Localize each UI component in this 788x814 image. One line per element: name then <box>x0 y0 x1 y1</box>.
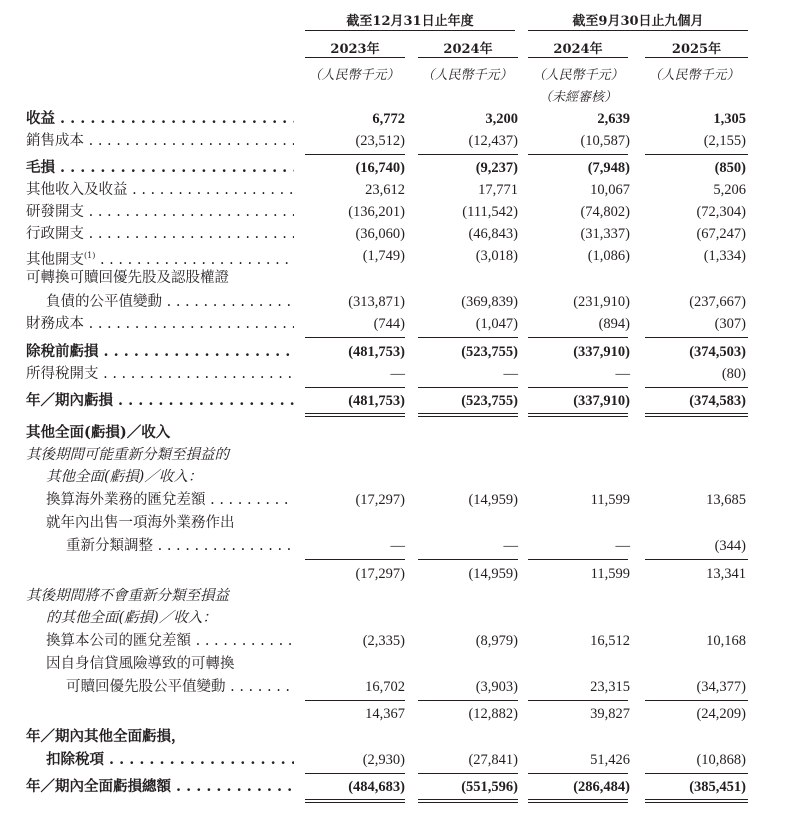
double-rule-total <box>305 802 405 803</box>
cell: 17,771 <box>478 182 518 198</box>
double-rule <box>645 413 748 414</box>
year-rule-0 <box>305 57 405 58</box>
double-rule-total <box>305 799 405 800</box>
rule-gross <box>418 154 518 155</box>
year-2025-nine: 2025年 <box>671 42 722 57</box>
row-label: 換算海外業務的匯兌差額 . . . <box>46 489 294 511</box>
row-label: 換算本公司的匯兌差額 . . . <box>46 630 294 652</box>
row-net-oci-line1 <box>0 726 788 748</box>
oci-section1-line1 <box>0 444 788 466</box>
row-label: 因自身信貸風險導致的可轉換 <box>46 656 235 672</box>
cell: 23,612 <box>365 182 405 198</box>
cell: 16,512 <box>590 633 630 649</box>
footnote-mark: (1) <box>84 251 96 260</box>
cell: (2,155) <box>703 133 746 149</box>
double-rule-total <box>418 799 518 800</box>
double-rule <box>418 413 518 414</box>
cell: (10,868) <box>696 752 746 768</box>
cell: (1,749) <box>362 248 405 264</box>
rule-subtotal1 <box>645 559 748 560</box>
year-2024: 2024年 <box>443 42 493 57</box>
cell: (374,503) <box>689 344 746 360</box>
cell: (313,871) <box>348 294 405 310</box>
cell: 10,168 <box>706 633 746 649</box>
cell: (3,018) <box>475 248 518 264</box>
rule-total <box>305 773 405 774</box>
cell: (231,910) <box>573 294 630 310</box>
rule-gross <box>645 154 748 155</box>
row-net-oci <box>0 749 788 771</box>
row-subtotal1 <box>0 563 788 585</box>
row-other-income <box>0 179 788 201</box>
double-rule <box>528 416 628 417</box>
year-2024-nine: 2024年 <box>553 42 603 57</box>
unit-0: （人民幣千元） <box>308 68 400 83</box>
oci-title <box>0 422 788 444</box>
cell: (17,297) <box>355 566 405 582</box>
unaudited-note: （未經審核） <box>538 90 617 105</box>
cell: 5,206 <box>713 182 746 198</box>
cell: 13,341 <box>706 566 746 582</box>
double-rule-total <box>418 802 518 803</box>
cell: (14,959) <box>468 566 518 582</box>
row-revenue <box>0 108 788 130</box>
cell: 51,426 <box>590 752 630 768</box>
row-label: 收益 . . . <box>26 108 294 130</box>
year-rule-3 <box>645 57 748 58</box>
row-label: 其後期間可能重新分類至損益的 <box>26 447 229 463</box>
double-rule <box>305 413 405 414</box>
cell: (136,201) <box>348 204 405 220</box>
rule-subtotal1 <box>418 559 518 560</box>
cell: — <box>503 366 518 382</box>
row-rnd <box>0 201 788 223</box>
year-2023: 2023年 <box>330 42 380 57</box>
row-label: 可轉換可贖回優先股及認股權證 <box>26 270 229 286</box>
row-credit-risk-line1 <box>0 653 788 675</box>
cell: (7,948) <box>587 160 630 176</box>
rule-gross <box>528 154 628 155</box>
cell: — <box>390 538 405 554</box>
cell: (12,437) <box>468 133 518 149</box>
unit-2: （人民幣千元） <box>532 68 624 83</box>
rule-loss <box>645 387 748 388</box>
cell: (3,903) <box>475 679 518 695</box>
cell: (46,843) <box>468 226 518 242</box>
cell: 14,367 <box>365 706 405 722</box>
cell: (34,377) <box>696 679 746 695</box>
cell: (523,755) <box>461 393 518 409</box>
rule-subtotal2 <box>645 700 748 701</box>
double-rule <box>645 416 748 417</box>
row-label: 其他全面(虧損)／收入： <box>46 469 203 485</box>
row-other-expenses <box>0 245 788 267</box>
rule-subtotal2 <box>418 700 518 701</box>
cell: (2,930) <box>362 752 405 768</box>
row-label: 負債的公平值變動 . . . <box>46 291 294 313</box>
row-label: 年／期內全面虧損總額 . . . <box>26 776 294 798</box>
row-total-comprehensive-loss <box>0 776 788 798</box>
rule-subtotal1 <box>305 559 405 560</box>
cell: (369,839) <box>461 294 518 310</box>
row-label: 銷售成本 . . . <box>26 130 294 152</box>
cell: (850) <box>714 160 746 176</box>
row-loss-for-period <box>0 390 788 412</box>
cell: (17,297) <box>355 492 405 508</box>
row-label: 除稅前虧損 . . . <box>26 341 294 363</box>
cell: (80) <box>721 366 746 382</box>
oci-section2-line1 <box>0 585 788 607</box>
cell: — <box>615 538 630 554</box>
row-credit-risk <box>0 676 788 698</box>
cell: 6,772 <box>372 111 405 127</box>
cell: (14,959) <box>468 492 518 508</box>
header-year-group: 截至12月31日止年度 <box>346 14 474 29</box>
row-label: 的其他全面(虧損)／收入： <box>46 610 217 626</box>
year-rule-1 <box>418 57 518 58</box>
year-rule-2 <box>528 57 628 58</box>
cell: (1,047) <box>475 316 518 332</box>
cell: (74,802) <box>580 204 630 220</box>
cell: (31,337) <box>580 226 630 242</box>
row-label: 其他開支$^{(1)}$ . . . <box>26 245 294 271</box>
row-label: 可贖回優先股公平值變動 . . . <box>66 676 294 698</box>
oci-section2-line2 <box>0 607 788 629</box>
cell: (111,542) <box>462 204 518 220</box>
cell: (9,237) <box>475 160 518 176</box>
row-label: 其他全面(虧損)／收入 <box>26 424 171 441</box>
row-fx-foreign-ops <box>0 489 788 511</box>
row-label: 行政開支 . . . <box>26 223 294 245</box>
cell: (523,755) <box>461 344 518 360</box>
cell: (2,335) <box>362 633 405 649</box>
cell: (237,667) <box>689 294 746 310</box>
rule-loss <box>418 387 518 388</box>
row-cost-of-sales <box>0 130 788 152</box>
row-fv-liabilities <box>0 291 788 313</box>
cell: (337,910) <box>573 393 630 409</box>
row-label: 其後期間將不會重新分類至損益 <box>26 588 229 604</box>
header-rule-year <box>305 30 515 31</box>
rule-pretax <box>305 337 405 338</box>
cell: 3,200 <box>485 111 518 127</box>
row-fx-company <box>0 630 788 652</box>
rule-subtotal2 <box>528 700 628 701</box>
row-income-tax <box>0 363 788 385</box>
cell: (1,086) <box>587 248 630 264</box>
row-reclass-line1 <box>0 512 788 534</box>
row-gross-loss <box>0 157 788 179</box>
header-rule-nine-month <box>528 30 748 31</box>
double-rule-total <box>528 802 628 803</box>
double-rule-total <box>645 802 748 803</box>
row-label: 年／期內其他全面虧損， <box>26 728 186 745</box>
rule-loss <box>305 387 405 388</box>
cell: — <box>615 366 630 382</box>
rule-subtotal2 <box>305 700 405 701</box>
double-rule <box>418 416 518 417</box>
cell: 2,639 <box>597 111 630 127</box>
cell: (385,451) <box>689 779 746 795</box>
cell: (1,334) <box>703 248 746 264</box>
cell: 1,305 <box>713 111 746 127</box>
row-reclass <box>0 535 788 557</box>
cell: (484,683) <box>348 779 405 795</box>
row-fv-liabilities-line1 <box>0 267 788 289</box>
rule-pretax <box>645 337 748 338</box>
rule-gross <box>305 154 405 155</box>
rule-total <box>528 773 628 774</box>
unit-3: （人民幣千元） <box>648 68 740 83</box>
cell: (16,740) <box>355 160 405 176</box>
cell: — <box>503 538 518 554</box>
cell: (67,247) <box>696 226 746 242</box>
row-label: 扣除稅項 . . . <box>46 749 294 771</box>
unit-1: （人民幣千元） <box>421 68 513 83</box>
cell: (23,512) <box>355 133 405 149</box>
cell: — <box>390 366 405 382</box>
rule-subtotal1 <box>528 559 628 560</box>
cell: (286,484) <box>573 779 630 795</box>
double-rule <box>305 416 405 417</box>
cell: 10,067 <box>590 182 630 198</box>
cell: (481,753) <box>348 393 405 409</box>
oci-section1-line2 <box>0 466 788 488</box>
cell: 11,599 <box>590 492 630 508</box>
header-nine-month-group: 截至9月30日止九個月 <box>572 14 704 29</box>
cell: (36,060) <box>355 226 405 242</box>
cell: (894) <box>598 316 630 332</box>
cell: (481,753) <box>348 344 405 360</box>
row-loss-before-tax <box>0 341 788 363</box>
cell: (72,304) <box>696 204 746 220</box>
cell: (27,841) <box>468 752 518 768</box>
row-label: 毛損 . . . <box>26 157 294 179</box>
row-finance-costs <box>0 313 788 335</box>
cell: (10,587) <box>580 133 630 149</box>
rule-loss <box>528 387 628 388</box>
cell: (24,209) <box>696 706 746 722</box>
cell: (307) <box>714 316 746 332</box>
row-label: 重新分類調整 . . . <box>66 535 294 557</box>
row-admin <box>0 223 788 245</box>
row-label: 財務成本 . . . <box>26 313 294 335</box>
cell: 23,315 <box>590 679 630 695</box>
row-label: 其他收入及收益 . . . <box>26 179 294 201</box>
cell: (744) <box>373 316 405 332</box>
cell: (8,979) <box>475 633 518 649</box>
double-rule-total <box>528 799 628 800</box>
row-subtotal2 <box>0 703 788 725</box>
cell: 39,827 <box>590 706 630 722</box>
cell: (551,596) <box>461 779 518 795</box>
row-label: 所得稅開支 . . . <box>26 363 294 385</box>
rule-total <box>418 773 518 774</box>
rule-pretax <box>528 337 628 338</box>
cell: (374,583) <box>689 393 746 409</box>
row-label: 研發開支 . . . <box>26 201 294 223</box>
cell: (12,882) <box>468 706 518 722</box>
cell: 13,685 <box>706 492 746 508</box>
rule-pretax <box>418 337 518 338</box>
cell: (337,910) <box>573 344 630 360</box>
row-label: 就年內出售一項海外業務作出 <box>46 515 235 531</box>
double-rule-total <box>645 799 748 800</box>
cell: 16,702 <box>365 679 405 695</box>
row-label: 年／期內虧損 . . . <box>26 390 294 412</box>
cell: (344) <box>714 538 746 554</box>
cell: 11,599 <box>590 566 630 582</box>
double-rule <box>528 413 628 414</box>
rule-total <box>645 773 748 774</box>
